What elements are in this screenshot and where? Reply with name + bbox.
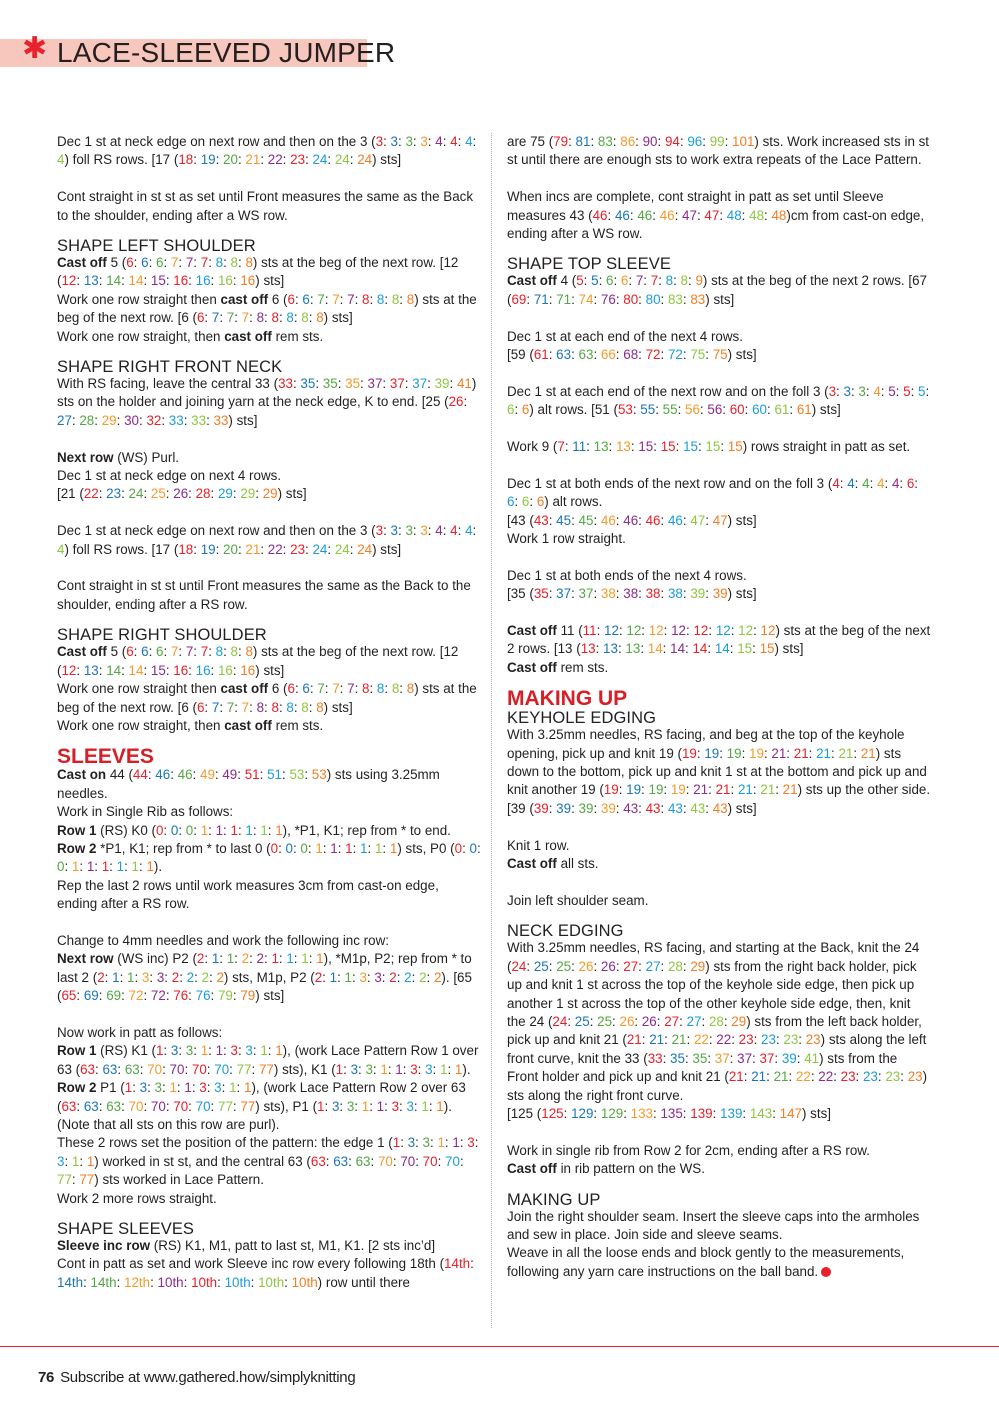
section-subheading: SHAPE RIGHT FRONT NECK — [57, 358, 283, 377]
section-heading: SLEEVES — [57, 745, 154, 769]
instruction-paragraph: Dec 1 st at neck edge on next 4 rows. — [57, 468, 282, 484]
instruction-paragraph: Cast on 44 (44: 46: 46: 49: 49: 51: 51: 53: 53) sts using 3.25mm needles. — [57, 767, 440, 801]
section-subheading: SHAPE SLEEVES — [57, 1220, 195, 1239]
page-title: LACE-SLEEVED JUMPER — [57, 37, 396, 68]
instruction-paragraph: Work in Single Rib as follows: — [57, 804, 234, 820]
instruction-paragraph: Cont in patt as set and work Sleeve inc row every following 18th (14th: 14th: 14th: 12th: 10th: 10th: 10th: 10th: 10th) row until there — [57, 1256, 474, 1290]
spacer — [57, 1208, 482, 1219]
spacer — [57, 914, 482, 932]
spacer — [57, 430, 482, 448]
page-header-band — [0, 32, 396, 68]
instruction-paragraph: When incs are complete, cont straight in patt as set until Sleeve measures 43 (46: 46: 46: 46: 47: 47: 48: 48: 48)cm from cast-on edge, ending after a WS row. — [507, 189, 925, 242]
section-subheading: NECK EDGING — [507, 922, 624, 941]
spacer — [507, 364, 932, 382]
instruction-paragraph: Now work in patt as follows: — [57, 1024, 223, 1040]
instruction-paragraph: Row 1 (RS) K1 (1: 3: 3: 1: 1: 3: 3: 1: 1), (work Lace Pattern Row 1 over 63 (63: 63: 63: 70: 70: 70: 70: 77: 77) sts), K1 (1: 3: 3: 1: 1: 3: 3: 1: 1). — [57, 1043, 479, 1077]
asterisk-icon: ✱ — [22, 32, 48, 65]
section-subheading: KEYHOLE EDGING — [507, 709, 657, 728]
instruction-paragraph: Work one row straight then cast off 6 (6: 6: 7: 7: 7: 8: 8: 8: 8) sts at the beg of the next row. [6 (6: 7: 7: 7: 8: 8: 8: 8: 8) sts] — [57, 681, 477, 715]
instruction-paragraph: Join the right shoulder seam. Insert the sleeve caps into the armholes and sew in place. Join side and sleeve seams. — [507, 1208, 920, 1242]
instruction-paragraph: Dec 1 st at each end of the next row and on the foll 3 (3: 3: 3: 4: 5: 5: 5: 6: 6) alt rows. [51 (53: 55: 55: 56: 56: 60: 60: 61: 61) sts] — [507, 383, 930, 418]
instruction-paragraph: Cast off rem sts. — [507, 659, 609, 675]
left-column — [57, 133, 482, 1292]
instruction-paragraph: Cont straight in st st as set until Front measures the same as the Back to the shoulder, ending after a WS row. — [57, 189, 474, 223]
spacer — [507, 548, 932, 566]
instruction-paragraph: Dec 1 st at each end of the next 4 rows. — [507, 328, 743, 344]
yarn-ball-end-icon — [821, 1267, 831, 1277]
instruction-paragraph: Cast off 5 (6: 6: 6: 7: 7: 7: 8: 8: 8) sts at the beg of the next row. [12 (12: 13: 14: 14: 15: 16: 16: 16: 16) sts] — [57, 644, 459, 678]
instruction-paragraph: Knit 1 row. — [507, 837, 570, 853]
instruction-paragraph: Work one row straight, then cast off rem sts. — [57, 717, 324, 733]
instruction-paragraph: These 2 rows set the position of the pattern: the edge 1 (1: 3: 3: 1: 1: 3: 3: 1: 1) worked in st st, and the central 63 (63: 63: 63: 70: 70: 70: 70: 77: 77) sts worked in Lace Pattern. — [57, 1135, 479, 1188]
spacer — [57, 170, 482, 188]
instruction-paragraph: are 75 (79: 81: 83: 86: 90: 94: 96: 99: 101) sts. Work increased sts in st st until there are enough sts to work extra repeats of the Lace Pattern. — [507, 134, 930, 168]
spacer — [57, 614, 482, 625]
section-subheading: MAKING UP — [507, 1190, 601, 1209]
instruction-paragraph: Work 9 (7: 11: 13: 13: 15: 15: 15: 15: 15) rows straight in patt as set. — [507, 439, 911, 455]
instruction-paragraph: Next row (WS inc) P2 (2: 1: 1: 2: 2: 1: 1: 1: 1), *M1p, P2; rep from * to last 2 (2: 1: 1: 3: 3: 2: 2: 2: 2) sts, M1p, P2 (2: 1: 1: 3: 3: 2: 2: 2: 2). [65 (65: 69: 69: 72: 72: 76: 76: 79: 79) sts] — [57, 951, 472, 1004]
instruction-paragraph: Cast off in rib pattern on the WS. — [507, 1161, 705, 1177]
spacer — [57, 559, 482, 577]
section-heading: MAKING UP — [507, 687, 628, 711]
right-column — [507, 133, 932, 1281]
instruction-paragraph: Cast off 4 (5: 5: 6: 6: 7: 7: 8: 8: 9) sts at the beg of the next 2 rows. [67 (69: 71: 71: 74: 76: 80: 80: 83: 83) sts] — [507, 273, 927, 307]
spacer — [507, 309, 932, 327]
instruction-paragraph: Change to 4mm needles and work the following inc row: — [57, 932, 389, 948]
spacer — [57, 504, 482, 522]
instruction-paragraph: Row 2 *P1, K1; rep from * to last 0 (0: 0: 0: 1: 1: 1: 1: 1: 1) sts, P0 (0: 0: 0: 1: 1: 1: 1: 1: 1). — [57, 840, 481, 875]
instruction-paragraph: Dec 1 st at neck edge on next row and then on the 3 (3: 3: 3: 3: 4: 4: 4: 4) foll RS rows. [17 (18: 19: 20: 21: 22: 23: 24: 24: 24) sts] — [57, 134, 477, 168]
instruction-paragraph: Work one row straight, then cast off rem sts. — [57, 328, 324, 344]
instruction-paragraph: [43 (43: 45: 45: 46: 46: 46: 46: 47: 47) sts] — [507, 512, 757, 528]
instruction-paragraph: [125 (125: 129: 129: 133: 135: 139: 139: 143: 147) sts] — [507, 1105, 832, 1121]
instruction-paragraph: Work 2 more rows straight. — [57, 1190, 217, 1206]
instruction-paragraph: Join left shoulder seam. — [507, 892, 649, 908]
instruction-paragraph: Dec 1 st at both ends of the next row and on the foll 3 (4: 4: 4: 4: 4: 6: 6: 6: 6) alt rows. — [507, 475, 919, 510]
spacer — [57, 225, 482, 236]
section-subheading: SHAPE TOP SLEEVE — [507, 255, 671, 274]
instruction-paragraph: [59 (61: 63: 63: 66: 68: 72: 72: 75: 75) sts] — [507, 347, 757, 363]
page-number: 76 — [38, 1369, 55, 1386]
instruction-paragraph: Cast off 11 (11: 12: 12: 12: 12: 12: 12: 12: 12) sts at the beg of the next 2 rows. [13 (13: 13: 13: 14: 14: 14: 14: 15: 15) sts] — [507, 623, 931, 657]
instruction-paragraph: Next row (WS) Purl. — [57, 449, 180, 465]
instruction-paragraph: Cast off 5 (6: 6: 6: 7: 7: 7: 8: 8: 8) sts at the beg of the next row. [12 (12: 13: 14: 14: 15: 16: 16: 16: 16) sts] — [57, 255, 459, 289]
spacer — [507, 420, 932, 438]
instruction-paragraph: Work in single rib from Row 2 for 2cm, ending after a RS row. — [507, 1142, 870, 1158]
instruction-paragraph: Cont straight in st st until Front measures the same as the Back to the shoulder, ending after a RS row. — [57, 578, 471, 612]
footer — [38, 1369, 355, 1386]
instruction-paragraph: Cast off all sts. — [507, 856, 599, 872]
spacer — [507, 874, 932, 892]
section-subheading: SHAPE RIGHT SHOULDER — [57, 626, 267, 645]
instruction-paragraph: Dec 1 st at both ends of the next 4 rows. — [507, 567, 747, 583]
spacer — [507, 604, 932, 622]
instruction-paragraph: Work one row straight then cast off 6 (6: 6: 7: 7: 7: 8: 8: 8: 8) sts at the beg of the next row. [6 (6: 7: 7: 7: 8: 8: 8: 8: 8) sts] — [57, 291, 477, 326]
spacer — [507, 170, 932, 188]
column-divider — [491, 133, 492, 1328]
spacer — [507, 1123, 932, 1141]
instruction-paragraph: Dec 1 st at neck edge on next row and then on the 3 (3: 3: 3: 3: 4: 4: 4: 4) foll RS rows. [17 (18: 19: 20: 21: 22: 23: 24: 24: 24) sts] — [57, 523, 477, 557]
footer-rule — [0, 1346, 999, 1347]
instruction-paragraph: Weave in all the loose ends and block gently to the measurements, following any yarn care instructions on the ball band. — [507, 1245, 905, 1279]
spacer — [57, 346, 482, 357]
instruction-paragraph: [35 (35: 37: 37: 38: 38: 38: 38: 39: 39) sts] — [507, 586, 757, 602]
instruction-paragraph: Row 1 (RS) K0 (0: 0: 0: 1: 1: 1: 1: 1: 1), *P1, K1; rep from * to end. — [57, 822, 451, 838]
spacer — [507, 910, 932, 921]
instruction-paragraph: With 3.25mm needles, RS facing, and starting at the Back, knit the 24 (24: 25: 25: 26: 26: 27: 27: 28: 29) sts from the right back holder, pick up and knit 1 st across the top of the keyhole side edge, then pick up another 1 st across the top of the other keyhole side edge, then, knit the 24 (24: 25: 25: 26: 26: 27: 27: 28: 29) sts from the left back holder, pick up and knit 21 (21: 21: 21: 22: 22: 23: 23: 23: 23) sts along the left front curve, knit the 33 (33: 35: 35: 37: 37: 37: 39: 41) sts from the Front holder and pick up and knit 21 (21: 21: 21: 22: 22: 23: 23: 23: 23) sts along the right front curve. — [507, 940, 928, 1103]
instruction-paragraph: Rep the last 2 rows until work measures 3cm from cast-on edge, ending after a RS row. — [57, 877, 439, 912]
spacer — [507, 818, 932, 836]
spacer — [507, 456, 932, 474]
instruction-paragraph: With RS facing, leave the central 33 (33: 35: 35: 35: 37: 37: 37: 39: 41) sts on the holder and joining yarn at the neck edge, K to end. [25 (26: 27: 28: 29: 30: 32: 33: 33: 33) sts] — [57, 376, 477, 428]
spacer — [57, 1006, 482, 1024]
spacer — [507, 1179, 932, 1190]
instruction-paragraph: [21 (22: 23: 24: 25: 26: 28: 29: 29: 29) sts] — [57, 486, 307, 502]
section-subheading: SHAPE LEFT SHOULDER — [57, 237, 256, 256]
instruction-paragraph: With 3.25mm needles, RS facing, and beg at the top of the keyhole opening, pick up and knit 19 (19: 19: 19: 19: 21: 21: 21: 21: 21) sts down to the bottom, pick up and knit 1 st at the bottom and pick up and knit another 19 (19: 19: 19: 19: 21: 21: 21: 21: 21) sts up the other side. [39 (39: 39: 39: 39: 43: 43: 43: 43: 43) sts] — [507, 727, 931, 816]
subscribe-link[interactable]: Subscribe at www.gathered.how/simplyknitting — [60, 1369, 356, 1386]
instruction-paragraph: Work 1 row straight. — [507, 531, 626, 547]
spacer — [507, 243, 932, 254]
instruction-paragraph: Row 2 P1 (1: 3: 3: 1: 1: 3: 3: 1: 1), (work Lace Pattern Row 2 over 63 (63: 63: 63: 70: 70: 70: 70: 77: 77) sts), P1 (1: 3: 3: 1: 1: 3: 3: 1: 1). (Note that all sts on this row are purl). — [57, 1080, 466, 1132]
instruction-paragraph: Sleeve inc row (RS) K1, M1, patt to last st, M1, K1. [2 sts inc’d] — [57, 1238, 436, 1254]
